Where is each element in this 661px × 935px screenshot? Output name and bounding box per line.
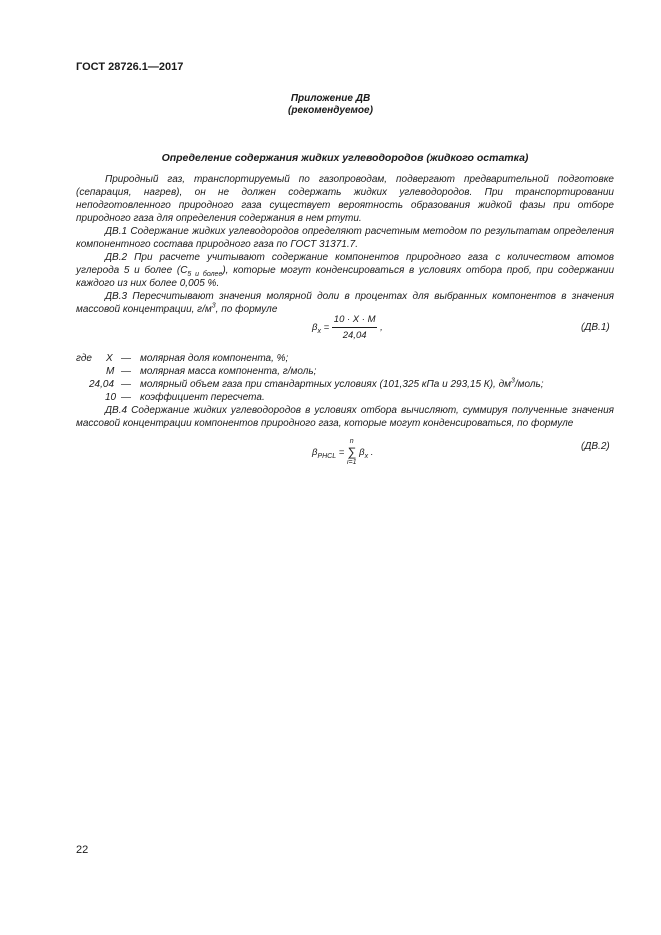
where-dash-vm: — (121, 379, 131, 390)
where-row-m (76, 365, 616, 378)
formula2-sum (347, 437, 357, 467)
formula2-upper: n (349, 438, 354, 445)
formula2-term-sub: x (364, 452, 369, 460)
formula1-eq: = (323, 322, 330, 334)
formula1-fraction (332, 313, 378, 342)
where-row-k (76, 391, 616, 404)
standard-header: ГОСТ 28726.1—2017 (76, 61, 184, 73)
formula2-sigma: ∑ (347, 445, 357, 459)
where-row-vm (76, 378, 616, 391)
formula2-lhs-sub: РНСL (317, 452, 337, 460)
dv2-part-a: ДВ.2 При расчете учитывают содержание компонентов природного газа с количеством атомов углерода 5 и более ( (76, 252, 614, 276)
intro-text: Природный газ, транспортируемый по газопроводам, подвергают предварительной подготовке (сепарация, нагрев), он не должен содержать жидких углеводородов. При транспортировании неподготовленного природного газа существует вероятность образования жидкой фазы при отборе природного газа для определения содержания в нем ртути. (76, 174, 614, 224)
dv3-superscript: 3 (211, 302, 216, 310)
where-dash-k: — (121, 392, 131, 403)
dv1-text: ДВ.1 Содержание жидких углеводородов определяют расчетным методом по результатам определения компонентного состава природного газа по ГОСТ 31371.7. (76, 226, 614, 250)
appendix-title: Приложение ДВ (290, 93, 371, 104)
formula1-denominator: 24,04 (342, 330, 367, 341)
dv2-subscript: 5 и более (187, 271, 223, 278)
where-symbol-x: X (106, 353, 113, 364)
where-text-vm-a: молярный объем газа при стандартных условиях (101,325 кПа и 293,15 К), дм (140, 379, 511, 390)
dv2-part-b: ), которые могут конденсироваться в условиях отбора проб, при содержании каждого из них более 0,005 %. (76, 265, 615, 289)
formula1-lhs: β (312, 322, 318, 334)
dv2-symbol: C (180, 265, 188, 276)
formula2-eq: = (338, 446, 345, 458)
where-block (76, 352, 616, 404)
formula-dv1 (312, 313, 383, 342)
dv3-part-b: , по формуле (215, 304, 278, 315)
dv2-text (76, 251, 614, 290)
dv3-part-a: ДВ.3 Пересчитывают значения молярной доли в процентах для выбранных компонентов в значения массовой концентрации, г/м (76, 291, 614, 315)
where-symbol-vm: 24,04 (89, 379, 115, 390)
where-dash-x: — (121, 353, 131, 364)
formula2-term-group (359, 446, 373, 459)
appendix-subtitle: (рекомендуемое) (288, 105, 373, 116)
formula-dv2 (312, 437, 373, 467)
where-symbol-m: M (106, 366, 115, 377)
where-label: где (76, 353, 92, 364)
where-text-vm (140, 378, 544, 391)
formula1-numerator: 10 · X · M (332, 313, 378, 328)
formula2-lhs: β (312, 446, 318, 458)
formula1-lhs-sub: x (317, 327, 321, 335)
where-text-m: молярная масса компонента, г/моль; (140, 366, 317, 377)
formula2-end: . (370, 446, 374, 458)
formula2-term: β (359, 446, 365, 458)
section-title: Определение содержания жидких углеводородов (жидкого остатка) (161, 152, 529, 164)
formula2-lhs-group (312, 446, 344, 459)
where-text-k: коэффициент пересчета. (140, 392, 265, 403)
where-row-x (76, 352, 616, 365)
where-dash-m: — (121, 366, 131, 377)
formula2-number: (ДВ.2) (581, 441, 610, 452)
formula1-number: (ДВ.1) (581, 322, 610, 333)
where-text-x: молярная доля компонента, %; (140, 353, 289, 364)
where-text-vm-b: /моль; (514, 379, 544, 390)
where-text-vm-sup: 3 (510, 377, 515, 385)
intro-paragraph (76, 173, 614, 316)
formula2-lower: i=1 (346, 459, 357, 466)
formula1-end: , (380, 322, 383, 334)
dv4-text: ДВ.4 Содержание жидких углеводородов в условиях отбора вычисляют, суммируя полученные значения массовой концентрации компонентов природного газа, которые могут конденсироваться, по формуле (76, 405, 614, 429)
dv4-paragraph (76, 404, 614, 430)
where-symbol-k: 10 (105, 392, 117, 403)
page-number: 22 (76, 844, 89, 856)
